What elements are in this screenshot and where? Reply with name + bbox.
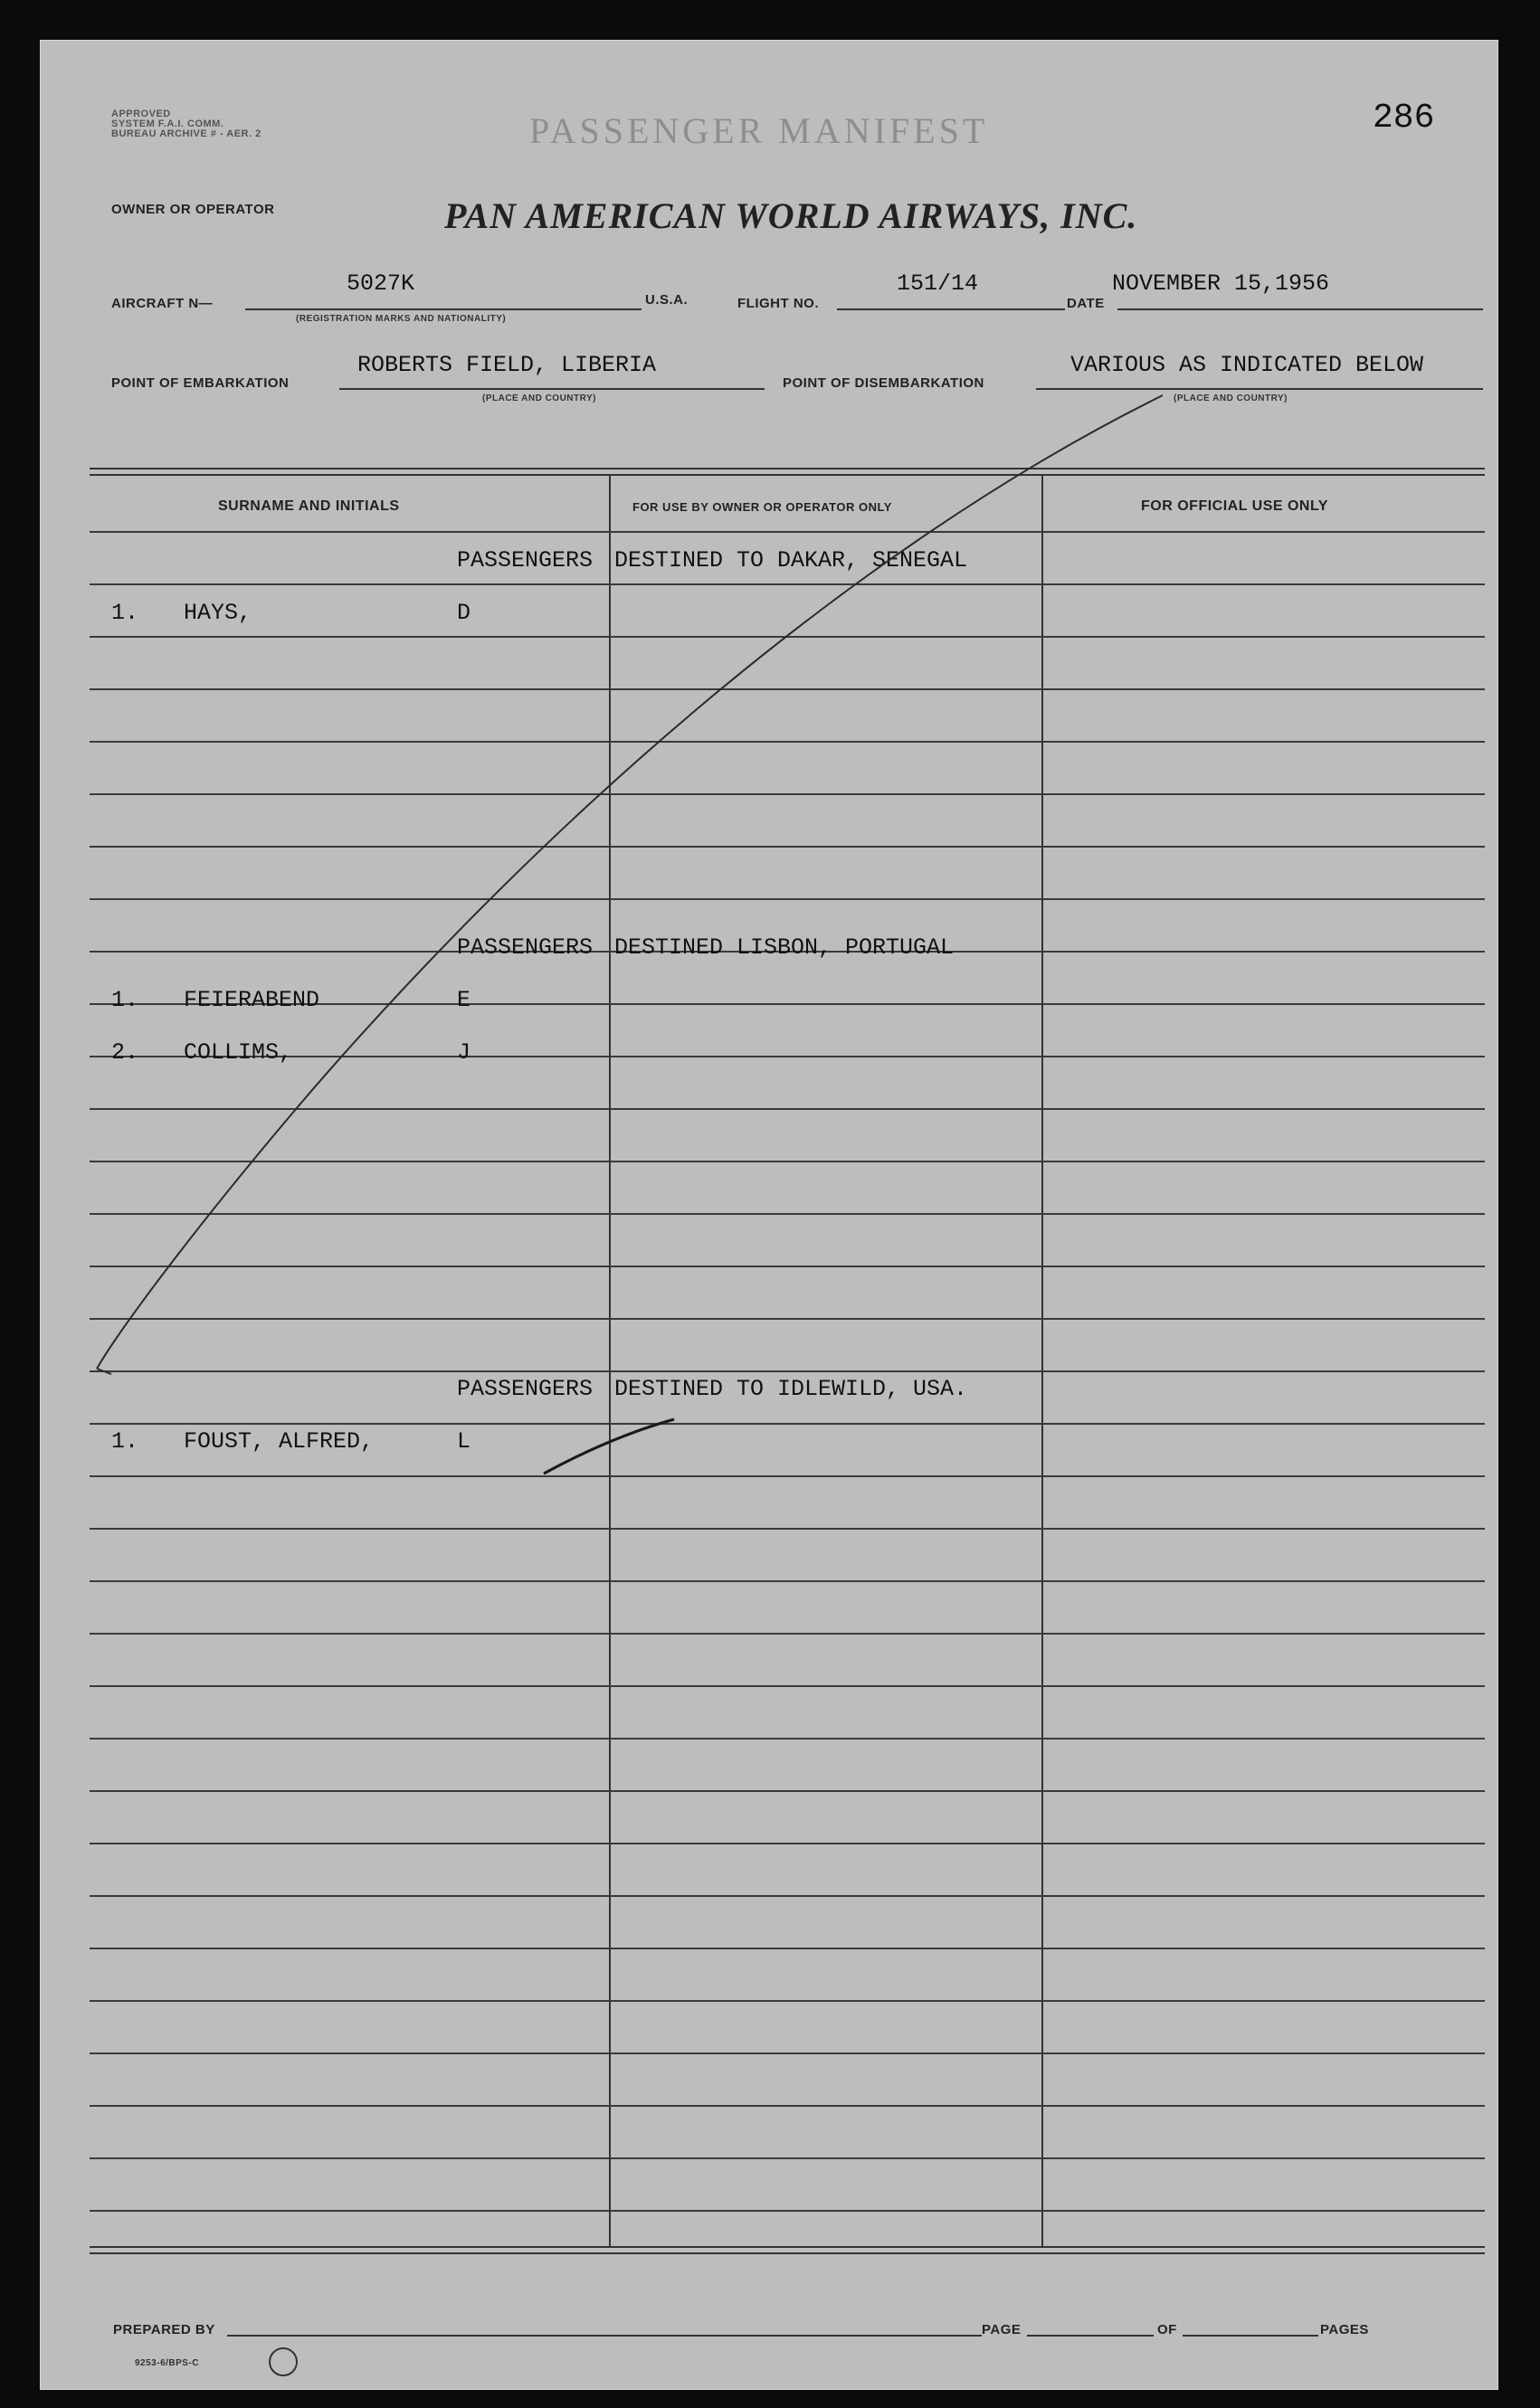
prepared-by-underline xyxy=(227,2335,982,2337)
pages-label: PAGES xyxy=(1320,2322,1369,2337)
passenger-number: 1. xyxy=(111,1428,139,1455)
aircraft-label: AIRCRAFT N— xyxy=(111,296,214,311)
passenger-surname: COLLIMS, xyxy=(184,1039,293,1066)
group-1-label: PASSENGERS xyxy=(457,547,594,574)
form-code: 9253-6/BPS-C xyxy=(135,2358,200,2368)
passenger-initial: J xyxy=(457,1039,471,1066)
flight-value: 151/14 xyxy=(897,270,979,297)
stamp-line-3: BUREAU ARCHIVE # - AER. 2 xyxy=(111,128,261,139)
group-2-label: PASSENGERS xyxy=(457,934,594,961)
country-label: U.S.A. xyxy=(645,292,689,308)
manifest-sheet xyxy=(40,40,1498,2390)
passenger-surname: FEIERABEND xyxy=(184,987,320,1013)
aircraft-sublabel: (REGISTRATION MARKS AND NATIONALITY) xyxy=(296,314,507,324)
union-seal-icon xyxy=(269,2347,298,2376)
embarkation-value: ROBERTS FIELD, LIBERIA xyxy=(357,352,657,378)
group-1-destination: DESTINED TO DAKAR, SENEGAL xyxy=(614,547,968,574)
date-value: NOVEMBER 15,1956 xyxy=(1112,270,1330,297)
group-3-label: PASSENGERS xyxy=(457,1376,594,1402)
pencil-arrow-mark xyxy=(41,41,1497,2389)
page-label: PAGE xyxy=(982,2322,1022,2337)
passenger-initial: D xyxy=(457,600,471,626)
disembarkation-sublabel: (PLACE AND COUNTRY) xyxy=(1174,393,1288,403)
operator-name: PAN AMERICAN WORLD AIRWAYS, INC. xyxy=(444,195,1138,236)
passenger-number: 2. xyxy=(111,1039,139,1066)
passenger-surname: HAYS, xyxy=(184,600,252,626)
prepared-by-label: PREPARED BY xyxy=(113,2322,215,2337)
embarkation-label: POINT OF EMBARKATION xyxy=(111,375,290,391)
disembarkation-value: VARIOUS AS INDICATED BELOW xyxy=(1070,352,1424,378)
page-number: 286 xyxy=(1373,99,1435,137)
passenger-initial: L xyxy=(457,1428,471,1455)
passenger-number: 1. xyxy=(111,987,139,1013)
date-label: DATE xyxy=(1067,296,1105,311)
header-surname: SURNAME AND INITIALS xyxy=(218,498,400,514)
form-title: PASSENGER MANIFEST xyxy=(529,110,989,151)
passenger-initial: E xyxy=(457,987,471,1013)
stamp-line-2: SYSTEM F.A.I. COMM. xyxy=(111,119,224,129)
table-bottom-border xyxy=(90,2246,1485,2254)
header-official-use: FOR OFFICIAL USE ONLY xyxy=(1141,498,1328,514)
owner-label: OWNER OR OPERATOR xyxy=(111,202,275,217)
of-label: OF xyxy=(1157,2322,1177,2337)
passenger-surname: FOUST, ALFRED, xyxy=(184,1428,375,1455)
passenger-number: 1. xyxy=(111,600,139,626)
group-2-destination: DESTINED LISBON, PORTUGAL xyxy=(614,934,955,961)
group-3-destination: DESTINED TO IDLEWILD, USA. xyxy=(614,1376,968,1402)
of-underline xyxy=(1183,2335,1318,2337)
aircraft-value: 5027K xyxy=(347,270,415,297)
header-owner-use: FOR USE BY OWNER OR OPERATOR ONLY xyxy=(632,500,892,514)
flight-label: FLIGHT NO. xyxy=(737,296,819,311)
embarkation-sublabel: (PLACE AND COUNTRY) xyxy=(482,393,596,403)
stamp-line-1: APPROVED xyxy=(111,109,171,119)
disembarkation-label: POINT OF DISEMBARKATION xyxy=(783,375,984,391)
page-underline xyxy=(1027,2335,1154,2337)
